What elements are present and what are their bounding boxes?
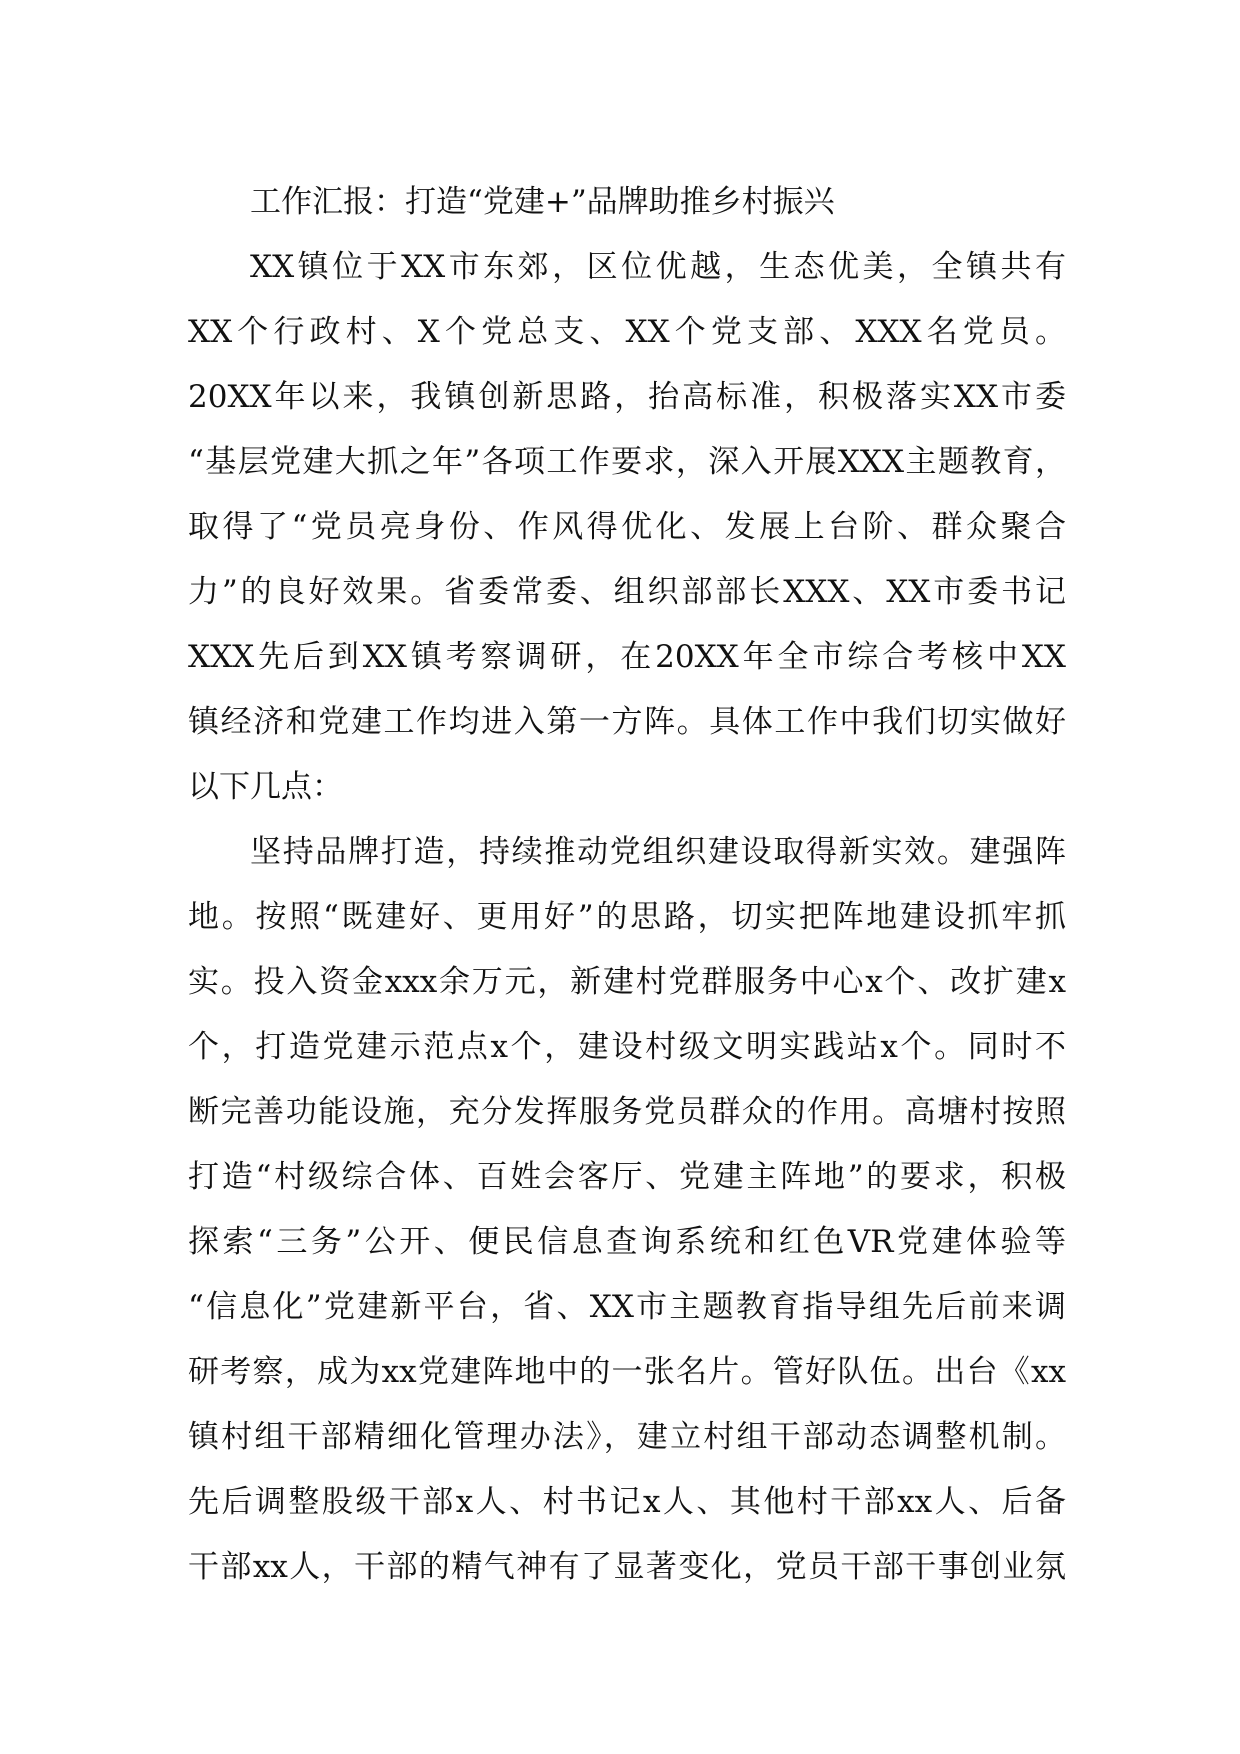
- document-body: [188, 170, 1066, 1600]
- document-title: 工作汇报：打造“党建+”品牌助推乡村振兴: [250, 184, 835, 220]
- paragraph-line: 个，打造党建示范点x个，建设村级文明实践站x个。同时不: [188, 1029, 1066, 1065]
- paragraph-line: 地。按照“既建好、更用好”的思路，切实把阵地建设抓牢抓: [188, 899, 1066, 935]
- paragraph-line: 坚持品牌打造，持续推动党组织建设取得新实效。建强阵: [250, 834, 1066, 870]
- paragraph-line: 20XX年以来，我镇创新思路，抬高标准，积极落实XX市委: [188, 379, 1066, 415]
- paragraph-line: XX个行政村、X个党总支、XX个党支部、XXX名党员。: [188, 314, 1066, 350]
- paragraph-line: 镇村组干部精细化管理办法》，建立村组干部动态调整机制。: [188, 1419, 1066, 1455]
- paragraph-1: [188, 235, 1066, 820]
- paragraph-line: 断完善功能设施，充分发挥服务党员群众的作用。高塘村按照: [188, 1094, 1066, 1130]
- paragraph-line: “基层党建大抓之年”各项工作要求，深入开展XXX主题教育，: [188, 444, 1066, 480]
- paragraph-line: 先后调整股级干部x人、村书记x人、其他村干部xx人、后备: [188, 1484, 1066, 1520]
- paragraph-line: 镇经济和党建工作均进入第一方阵。具体工作中我们切实做好: [188, 704, 1066, 740]
- paragraph-line: 实。投入资金xxx余万元，新建村党群服务中心x个、改扩建x: [188, 964, 1066, 1000]
- paragraph-line: 研考察，成为xx党建阵地中的一张名片。管好队伍。出台《xx: [188, 1354, 1066, 1390]
- paragraph-line: XXX先后到XX镇考察调研，在20XX年全市综合考核中XX: [188, 639, 1066, 675]
- paragraph-line: “信息化”党建新平台，省、XX市主题教育指导组先后前来调: [188, 1289, 1066, 1325]
- paragraph-line: 打造“村级综合体、百姓会客厅、党建主阵地”的要求，积极: [188, 1159, 1066, 1195]
- paragraph-line: 干部xx人，干部的精气神有了显著变化，党员干部干事创业氛: [188, 1549, 1066, 1585]
- paragraph-line: 力”的良好效果。省委常委、组织部部长XXX、XX市委书记: [188, 574, 1066, 610]
- paragraph-line: 取得了“党员亮身份、作风得优化、发展上台阶、群众聚合: [188, 509, 1066, 545]
- paragraph-2: [188, 820, 1066, 1600]
- paragraph-line: XX镇位于XX市东郊，区位优越，生态优美，全镇共有: [250, 249, 1066, 285]
- paragraph-line: 探索“三务”公开、便民信息查询系统和红色VR党建体验等: [188, 1224, 1066, 1260]
- paragraph-line: 以下几点：: [188, 769, 343, 805]
